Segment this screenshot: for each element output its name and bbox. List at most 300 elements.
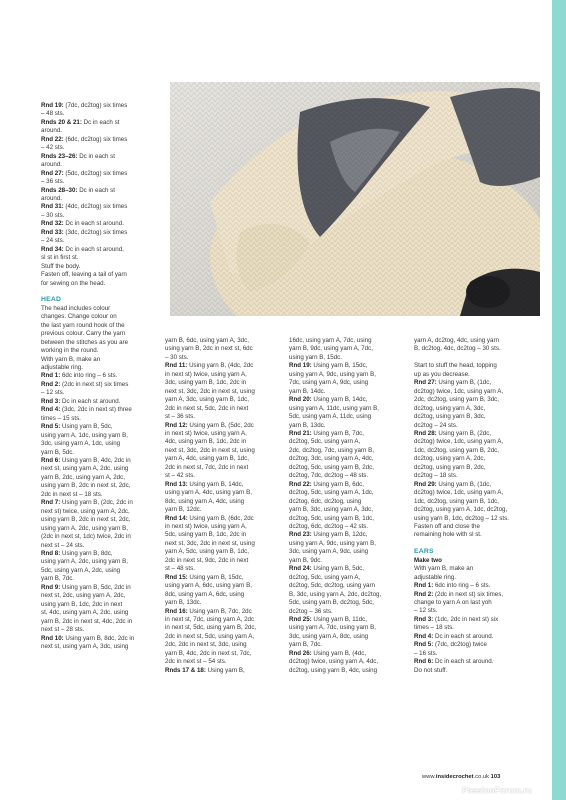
instruction-text: 5dc, using yarn A, 11dc, using (289, 413, 372, 421)
text-line (41, 178, 159, 186)
instruction-text: yarn B, 13dc. (289, 421, 326, 429)
text-line (289, 388, 407, 396)
text-line (165, 354, 283, 362)
text-line (165, 362, 283, 370)
spacer (41, 288, 159, 296)
instruction-text: yarn B, 5dc. (41, 448, 75, 456)
round-label: Rnd 22: (289, 480, 312, 488)
text-line (165, 489, 283, 497)
text-line (41, 195, 159, 203)
instruction-text: With yarn B, make an (41, 355, 101, 363)
instruction-text: yarn B, 2dc in next st, 4dc, 2dc in (41, 617, 133, 625)
text-line (41, 432, 159, 440)
instruction-text: – 48 sts. (41, 110, 65, 118)
instruction-text: (2dc in next st, 1dc) twice, 2dc in (41, 533, 131, 541)
text-line (289, 498, 407, 506)
text-line (414, 658, 532, 666)
instruction-text: 16dc, using yarn A, 7dc, using (289, 337, 372, 344)
instruction-text: using yarn A, 1dc, using yarn B, (41, 431, 129, 439)
instruction-text: Dc in each st around. (60, 397, 121, 405)
instruction-text: Using yarn B, (1dc, (436, 379, 492, 387)
text-line (289, 371, 407, 379)
instruction-text: 2dc in next st, 5dc, 2dc in next (165, 404, 249, 412)
text-line (165, 438, 283, 446)
text-line (165, 498, 283, 506)
section-heading: EARS (414, 548, 434, 556)
instruction-text: yarn B, 7dc. (41, 575, 75, 583)
instruction-text: yarn B, 14dc. (289, 387, 326, 395)
instruction-text: yarn B, 4dc, 2dc in next st, 7dc, (165, 649, 252, 657)
text-line (41, 592, 159, 600)
text-line (165, 472, 283, 480)
text-line (165, 455, 283, 463)
text-line (165, 481, 283, 489)
text-line (41, 525, 159, 533)
instruction-text: Stuff the body. (41, 262, 81, 270)
instruction-text: next st) twice, using yarn A, 2dc, (41, 507, 130, 515)
text-line (41, 330, 159, 338)
round-label: Rnd 33: (41, 228, 64, 236)
round-label: Rnd 3: (414, 615, 434, 623)
instruction-text: Using yarn B, (5dc, 2dc (187, 421, 254, 429)
text-line (414, 438, 532, 446)
text-line (165, 430, 283, 438)
instruction-text: 3dc, using yarn A, 9dc, using (289, 548, 369, 556)
text-line (414, 498, 532, 506)
round-label: Rnd 16: (165, 607, 188, 615)
instruction-text: next st, using yarn A, 2dc, using (41, 465, 129, 473)
text-line (414, 641, 532, 649)
round-label: Rnd 3: (41, 397, 61, 405)
instruction-text: 2dc in next st, 5dc, using yarn A, (165, 632, 255, 640)
instruction-text: next st, using yarn A, 3dc, using (41, 642, 129, 650)
text-line (289, 591, 407, 599)
instruction-text: dc2tog, using yarn B, 4dc, using (289, 666, 378, 674)
text-line (289, 379, 407, 387)
instruction-text: in next st) twice, using yarn A, (165, 522, 247, 530)
instruction-text: Using yarn B, 4dc, 2dc in (60, 457, 131, 465)
round-label: Rnd 21: (289, 429, 312, 437)
text-line (165, 464, 283, 472)
instruction-text: dc2tog, 5dc, using yarn A, (289, 438, 361, 446)
text-line (41, 550, 159, 558)
instruction-text: yarn B, 7dc. (289, 641, 323, 649)
round-label: Rnd 6: (414, 658, 434, 666)
text-line (41, 102, 159, 110)
text-line (289, 506, 407, 514)
text-line (289, 422, 407, 430)
instruction-text: (3dc, dc2tog) six times (63, 228, 128, 236)
instruction-text: Do not stuff. (414, 666, 448, 674)
text-line (41, 440, 159, 448)
instruction-text: sl st in first st. (41, 254, 79, 262)
text-line (165, 345, 283, 353)
text-line (165, 379, 283, 387)
text-line (41, 280, 159, 288)
instruction-text: 7dc, using yarn A, 9dc, using (289, 379, 369, 387)
text-line (165, 658, 283, 666)
text-line (165, 565, 283, 573)
text-line (41, 618, 159, 626)
instruction-text: 8dc, using yarn A, 4dc, using (165, 497, 245, 505)
round-label: Rnds 28–30: (41, 186, 78, 194)
instruction-text: dc2tog, using yarn A, 2dc, (414, 455, 486, 463)
text-line (414, 591, 532, 599)
round-label: Rnd 15: (165, 573, 188, 581)
text-line (41, 372, 159, 380)
text-line (289, 337, 407, 345)
instruction-text: yarn B, 12dc. (165, 506, 202, 514)
footer-website: www.insidecrochet.co.uk 103 (422, 774, 501, 780)
round-label: Rnd 27: (41, 169, 64, 177)
page-number: 103 (490, 774, 501, 780)
text-line (414, 489, 532, 497)
instruction-text: st – 48 sts. (165, 565, 195, 573)
text-line (165, 582, 283, 590)
text-line (414, 506, 532, 514)
text-line (41, 339, 159, 347)
instruction-text: Using yarn B, (1dc, (436, 480, 492, 488)
instruction-text: Using yarn B, 15dc, (187, 573, 244, 581)
instruction-text: Start to stuff the head, topping (414, 362, 497, 370)
instruction-text: 6dc into ring – 6 sts. (60, 372, 118, 380)
instruction-text: 4dc, using yarn B, 1dc, 2dc in (165, 438, 247, 446)
text-line (414, 371, 532, 379)
text-line (165, 515, 283, 523)
instruction-text: dc2tog – 24 sts. (414, 421, 458, 429)
text-line (289, 658, 407, 666)
round-label: Rnd 14: (165, 514, 188, 522)
text-line (41, 254, 159, 262)
instruction-text: dc2tog, 5dc, using yarn A, (289, 573, 361, 581)
text-line (41, 237, 159, 245)
instruction-text: Using yarn B, 14dc, (187, 480, 244, 488)
instruction-text: st – 36 sts. (165, 413, 195, 421)
instruction-text: using yarn A, 7dc, using yarn B, (289, 624, 377, 632)
text-line (414, 481, 532, 489)
text-line (414, 531, 532, 539)
instruction-text: Using yarn B, 7dc, 2dc (187, 607, 252, 615)
instruction-text: next st – 28 sts. (41, 626, 85, 634)
text-line (165, 531, 283, 539)
instruction-text: around. (41, 161, 62, 169)
instruction-text: Dc in each st (81, 118, 120, 126)
text-line (414, 430, 532, 438)
instruction-text: adjustable ring. (41, 364, 83, 372)
instruction-text: dc2tog, 6dc, dc2tog, using (289, 497, 362, 505)
badger-head-illustration (170, 82, 540, 316)
text-line (165, 506, 283, 514)
text-line (165, 388, 283, 396)
instruction-text: using yarn B, 1dc, dc2tog – 12 sts. (414, 514, 509, 522)
instruction-text: using yarn A, 2dc, using yarn B, (41, 558, 129, 566)
instruction-text: the last yarn round hook of the (41, 321, 125, 329)
text-line (41, 609, 159, 617)
round-label: Rnd 9: (41, 583, 61, 591)
instruction-text: Dc in each st (77, 152, 115, 160)
text-line (414, 464, 532, 472)
text-line (41, 263, 159, 271)
text-line (414, 472, 532, 480)
text-line (289, 531, 407, 539)
text-line (41, 643, 159, 651)
instruction-text: yarn B, 13dc. (165, 599, 202, 607)
instruction-text: – 42 sts. (41, 144, 65, 152)
instruction-text: around. (41, 194, 62, 202)
text-line (289, 633, 407, 641)
instruction-text: 2dc in next st, 7dc, 2dc in next (165, 463, 249, 471)
instruction-text: Dc in each st around. (63, 220, 124, 228)
instruction-text: (7dc, dc2tog) six times (63, 102, 128, 109)
instruction-text: Using yarn B, 5dc, (311, 565, 364, 573)
text-line (165, 523, 283, 531)
text-line (41, 305, 159, 313)
instruction-text: dc2tog, 5dc, using yarn B, 2dc, (289, 463, 374, 471)
text-line (165, 447, 283, 455)
instruction-text: (3dc, 2dc in next st) three (60, 406, 132, 414)
text-line (41, 212, 159, 220)
instruction-text: Fasten off, leaving a tail of yarn (41, 271, 127, 279)
instruction-text: Using yarn B, 14dc, (311, 396, 368, 404)
instruction-text: Dc in each st around. (433, 658, 494, 666)
instruction-text: – 12 sts. (41, 389, 65, 397)
round-label: Rnd 2: (414, 590, 434, 598)
text-line (414, 633, 532, 641)
instruction-text: (2dc in next st) six times (60, 380, 129, 388)
instruction-text: dc2tog) twice, 1dc, using yarn A, (414, 438, 504, 446)
text-line (41, 220, 159, 228)
instruction-text: 2dc in next st – 18 sts. (41, 490, 103, 498)
text-line (414, 405, 532, 413)
text-line (41, 601, 159, 609)
text-line (289, 413, 407, 421)
round-label: Rnd 34: (41, 245, 64, 253)
instruction-text: changes. Change colour on (41, 313, 117, 321)
text-line (414, 337, 532, 345)
instruction-text: using yarn B, 1dc, 2dc in next (41, 600, 123, 608)
column-4 (414, 337, 532, 675)
round-label: Rnd 11: (165, 362, 188, 370)
instruction-text: 1dc, dc2tog, using yarn B, 1dc, (414, 497, 499, 505)
instruction-text: around. (41, 127, 62, 135)
instruction-text: Using yarn B, 15dc, (311, 362, 368, 370)
round-label: Rnd 1: (41, 372, 61, 380)
round-label: Rnd 19: (41, 102, 64, 109)
instruction-text: yarn B, 6dc, using yarn A, 3dc, (165, 337, 249, 344)
instruction-text: for sewing on the head. (41, 279, 106, 287)
text-line (289, 624, 407, 632)
round-label: Rnd 23: (289, 531, 312, 539)
watermark: PassionForum.ru (462, 785, 532, 795)
round-label: Rnd 27: (414, 379, 437, 387)
instruction-text: (5dc, dc2tog) six times (63, 169, 128, 177)
instruction-text: in next st, 7dc, using yarn A, 2dc (165, 615, 255, 623)
text-line (414, 396, 532, 404)
text-line (289, 464, 407, 472)
text-line (414, 574, 532, 582)
instruction-text: using yarn A, 4dc, using yarn B, (165, 489, 253, 497)
instruction-text: Using yarn B, 12dc, (311, 531, 368, 539)
instruction-text: yarn A, 5dc, using yarn B, 1dc, (165, 548, 249, 556)
instruction-text: Dc in each st (77, 186, 115, 194)
text-line (165, 599, 283, 607)
instruction-text: Using yarn B, 11dc, (311, 615, 367, 623)
instruction-text: Using yarn B, 5dc, (60, 423, 113, 431)
instruction-text: yarn B, 3dc, using yarn A, 3dc, (289, 506, 373, 514)
text-line (41, 144, 159, 152)
text-line (41, 322, 159, 330)
text-line (289, 362, 407, 370)
text-line (41, 313, 159, 321)
text-line (165, 667, 283, 675)
instruction-text: Using yarn B, 6dc, (311, 480, 364, 488)
instruction-text: in next st) twice, using yarn A, (165, 370, 247, 378)
text-line (41, 423, 159, 431)
instruction-text: dc2tog, using yarn A, 1dc, dc2tog, (414, 506, 508, 514)
round-label: Rnd 10: (41, 634, 64, 642)
instruction-text: using yarn A, 9dc, using yarn B, (289, 539, 377, 547)
text-line (41, 229, 159, 237)
instruction-text: – 30 sts. (41, 211, 65, 219)
instruction-text: Using yarn B, 7dc, (311, 429, 364, 437)
text-line (41, 474, 159, 482)
instruction-text: using yarn A, 11dc, using yarn B, (289, 404, 379, 412)
round-label: Rnd 20: (289, 396, 312, 404)
instruction-text: – 30 sts. (165, 353, 189, 361)
round-label: Rnd 8: (41, 550, 61, 557)
text-line (41, 347, 159, 355)
instruction-text: The head includes colour (41, 304, 111, 312)
text-line (289, 405, 407, 413)
column-3 (289, 337, 407, 675)
instruction-text: 1dc, dc2tog, using yarn B, 2dc, (414, 446, 499, 454)
instruction-text: change to yarn A on last yoh (414, 599, 492, 607)
instruction-text: 5dc, using yarn B, 1dc, 2dc in (165, 531, 247, 539)
text-line (41, 533, 159, 541)
text-line (165, 591, 283, 599)
instruction-text: using yarn B, 2dc in next st, 6dc (165, 345, 253, 353)
text-line (165, 413, 283, 421)
instruction-text: in next st) twice, using yarn A, (165, 429, 247, 437)
text-line (41, 398, 159, 406)
text-line (289, 548, 407, 556)
instruction-text: next st, 3dc, 2dc in next st, using (165, 539, 255, 547)
instruction-text: dc2tog, 5dc, dc2tog, using yarn (289, 582, 375, 590)
text-line (165, 633, 283, 641)
text-line (165, 650, 283, 658)
text-line (289, 523, 407, 531)
text-line (41, 465, 159, 473)
text-line (165, 574, 283, 582)
text-line (289, 650, 407, 658)
round-label: Rnd 25: (289, 615, 312, 623)
instruction-text: 5dc, using yarn B, dc2tog, 5dc, (289, 599, 374, 607)
instruction-text: using yarn A, 6dc, using yarn B, (165, 582, 253, 590)
instruction-text: dc2tog, 7dc, dc2tog – 48 sts. (289, 472, 369, 480)
instruction-text: using yarn A, 2dc, using yarn B, (41, 524, 129, 532)
badger-head-photo (170, 82, 540, 316)
instruction-text: dc2tog, using yarn A, 3dc, (414, 404, 486, 412)
text-line (41, 499, 159, 507)
text-line (41, 516, 159, 524)
text-line (41, 626, 159, 634)
instruction-text: – 12 sts. (414, 607, 438, 615)
instruction-text: using yarn B, 15dc. (289, 353, 342, 361)
text-line (41, 119, 159, 127)
text-line (289, 489, 407, 497)
instruction-text: 2dc, dc2tog, 7dc, using yarn B, (289, 446, 374, 454)
instruction-text: Using yarn B, (4dc, (311, 649, 367, 657)
instruction-text: dc2tog, 5dc, using yarn A, 1dc, (289, 489, 374, 497)
text-line (41, 449, 159, 457)
instruction-text: Using yarn B, 8dc, 2dc in (63, 634, 135, 642)
round-label: Rnd 26: (289, 649, 312, 657)
round-label: Rnd 31: (41, 203, 64, 211)
round-label: Rnds 23–26: (41, 152, 78, 160)
instruction-text: B, dc2tog, 4dc, dc2tog – 30 sts. (414, 345, 501, 353)
text-line (41, 415, 159, 423)
instruction-text: (2dc in next st) six times, (433, 590, 504, 598)
text-line (41, 542, 159, 550)
text-line (41, 635, 159, 643)
text-line (289, 616, 407, 624)
text-line (165, 371, 283, 379)
text-line (414, 582, 532, 590)
round-label: Rnd 32: (41, 220, 64, 228)
instruction-text: 8dc, using yarn A, 6dc, using (165, 590, 245, 598)
text-line (289, 641, 407, 649)
round-label: Rnd 22: (41, 135, 64, 143)
instruction-text: 2dc in next st, 9dc, 2dc in next (165, 556, 249, 564)
text-line (41, 584, 159, 592)
instruction-text: dc2tog) twice, 1dc, using yarn A, (414, 489, 504, 497)
text-line (41, 575, 159, 583)
round-label: Rnd 6: (41, 457, 61, 465)
text-line (414, 422, 532, 430)
instruction-text: (7dc, dc2tog) twice (433, 641, 487, 649)
round-label: Rnd 12: (165, 421, 188, 429)
text-line (414, 447, 532, 455)
text-line (41, 567, 159, 575)
round-label: Rnd 5: (41, 423, 61, 431)
instruction-text: yarn B, 9dc. (289, 556, 323, 564)
instruction-text: dc2tog – 18 sts. (414, 472, 458, 480)
text-line (414, 650, 532, 658)
text-line (414, 565, 532, 573)
text-line (414, 455, 532, 463)
instruction-text: dc2tog) twice, 1dc, using yarn A, (414, 387, 504, 395)
instruction-text: Using yarn B, (6dc, 2dc (187, 514, 254, 522)
text-line (165, 548, 283, 556)
text-line (41, 508, 159, 516)
instruction-text: previous colour. Carry the yarn (41, 330, 126, 338)
text-line (414, 515, 532, 523)
instruction-text: (6dc, dc2tog) six times (63, 135, 128, 143)
instruction-text: 5dc, using yarn A, 2dc, using (41, 566, 121, 574)
instruction-text: using yarn A, 9dc, using yarn B, (289, 370, 377, 378)
round-label: Rnd 24: (289, 565, 312, 573)
spacer (414, 354, 532, 362)
instruction-text: dc2tog) twice, using yarn A, 4dc, (289, 658, 379, 666)
instruction-text: (4dc, dc2tog) six times (63, 203, 128, 211)
text-line (289, 430, 407, 438)
text-line (165, 396, 283, 404)
text-line (41, 127, 159, 135)
instruction-text: With yarn B, make an (414, 565, 474, 573)
text-line (414, 345, 532, 353)
instruction-text: yarn A, 3dc, using yarn B, 1dc, (165, 396, 249, 404)
instruction-text: Dc in each st around, (63, 245, 124, 253)
